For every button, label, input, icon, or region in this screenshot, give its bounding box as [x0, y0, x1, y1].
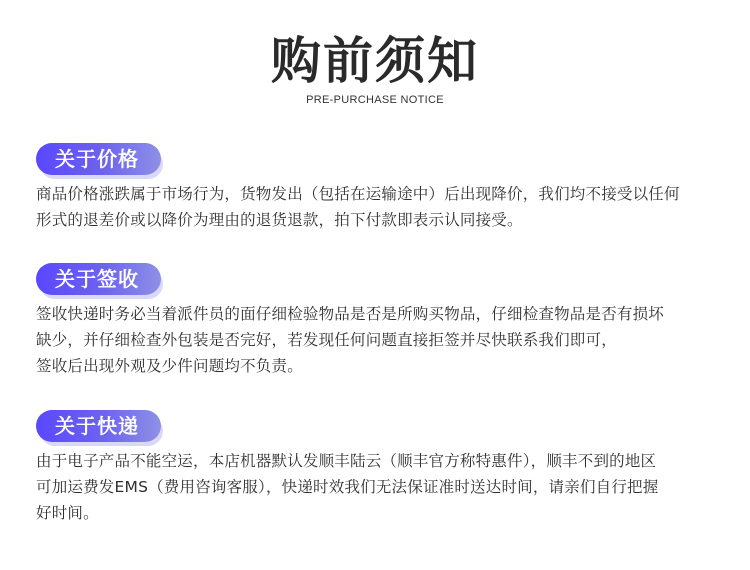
section-heading-shipping: 关于快递 [36, 410, 161, 442]
body-line: 形式的退差价或以降价为理由的退货退款，拍下付款即表示认同接受。 [36, 211, 523, 229]
body-line: 由于电子产品不能空运，本店机器默认发顺丰陆云（顺丰官方称特惠件），顺丰不到的地区 [36, 452, 657, 470]
section-heading-receipt: 关于签收 [36, 263, 161, 295]
section-body-receipt [36, 301, 726, 379]
body-line: 签收快递时务必当着派件员的面仔细检验物品是否是所购买物品，仔细检查物品是否有损坏 [36, 305, 665, 323]
section-heading-price: 关于价格 [36, 143, 161, 175]
page-subtitle: PRE-PURCHASE NOTICE [306, 94, 444, 106]
body-line: 签收后出现外观及少件问题均不负责。 [36, 357, 303, 375]
body-line: 商品价格涨跌属于市场行为，货物发出（包括在运输途中）后出现降价，我们均不接受以任何 [36, 185, 680, 203]
body-line: 好时间。 [36, 504, 99, 522]
section-price [36, 143, 726, 233]
body-line: 可加运费发EMS（费用咨询客服），快递时效我们无法保证准时送达时间，请亲们自行把握 [36, 478, 659, 496]
section-receipt [36, 263, 726, 379]
section-shipping [36, 410, 726, 526]
body-line: 缺少，并仔细检查外包装是否完好，若发现任何问题直接拒签并尽快联系我们即可， [36, 331, 617, 349]
page-title: 购前须知 [271, 32, 479, 90]
section-body-shipping [36, 448, 726, 526]
section-body-price [36, 181, 726, 233]
